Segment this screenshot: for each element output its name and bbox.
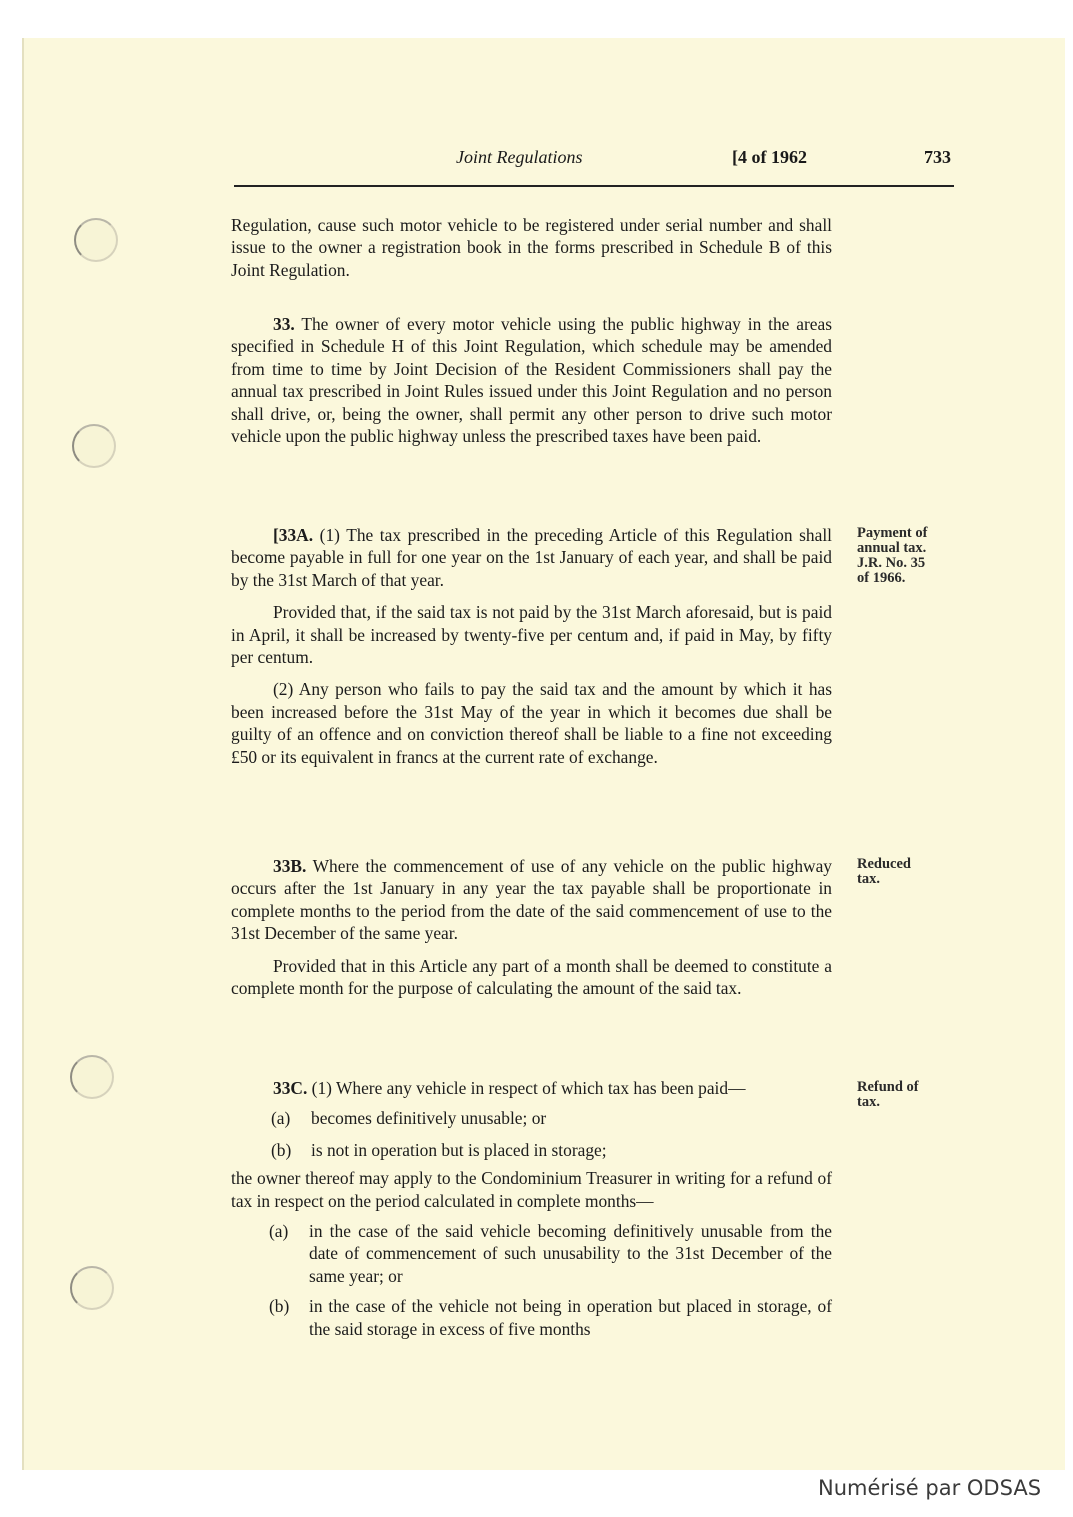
proviso-paragraph: Provided that, if the said tax is not paid by the 31st March aforesaid, but is paid in April, it shall be increased by twenty-five per centum and, if paid in May, by fifty per centum. xyxy=(231,602,832,668)
page-edge xyxy=(22,38,24,1470)
header-rule xyxy=(234,185,954,187)
margin-note-line: annual tax. xyxy=(857,540,927,556)
binder-hole xyxy=(74,218,118,262)
article-33c xyxy=(231,1077,832,1340)
article-label: 33B. xyxy=(273,856,307,876)
list-item xyxy=(231,1220,832,1287)
continuation-text: Regulation, cause such motor vehicle to be registered under serial number and shall issue to the owner a registration book in the forms prescribed in Schedule B of this Joint Regulation. xyxy=(231,215,832,280)
article-text: The owner of every motor vehicle using the public highway in the areas specified in Schedule H of this Joint Regulation, which schedule may be amended from time to time by Joint Decision of the Resident Commissioners shall pay the annual tax prescribed in Joint Rules issued under this Joint Regulation and no person shall drive, or, being the owner, shall permit any other person to drive such motor vehicle upon the public highway unless the prescribed taxes have been paid. xyxy=(231,314,832,447)
article-33b xyxy=(231,855,832,999)
item-marker: (b) xyxy=(271,1139,292,1160)
article-text: (1) The tax prescribed in the preceding Article of this Regulation shall become payable in full for one year on the 1st January of each year, and shall be paid by the 31st March of that year. xyxy=(231,525,832,590)
margin-note-line: tax. xyxy=(857,871,880,887)
article-label: 33. xyxy=(273,314,295,334)
binder-hole xyxy=(72,424,116,468)
article-33 xyxy=(231,313,832,447)
digitization-watermark: Numérisé par ODSAS xyxy=(818,1476,1042,1500)
binder-hole xyxy=(70,1266,114,1310)
item-marker: (a) xyxy=(269,1221,289,1242)
page-number: 733 xyxy=(924,147,951,167)
article-33a xyxy=(231,524,832,768)
margin-note-line: of 1966. xyxy=(857,570,906,586)
regulation-reference: [4 of 1962 xyxy=(732,147,807,167)
item-text: is not in operation but is placed in storage; xyxy=(311,1139,607,1160)
margin-note-line: Payment of xyxy=(857,525,928,541)
margin-note-line: Refund of xyxy=(857,1079,919,1095)
binder-hole xyxy=(70,1055,114,1099)
continuation-paragraph xyxy=(231,214,832,281)
article-label: [33A. xyxy=(273,525,314,545)
margin-note-line: J.R. No. 35 xyxy=(857,555,926,571)
list-item xyxy=(231,1107,832,1129)
article-text: (1) Where any vehicle in respect of which tax has been paid— xyxy=(311,1078,746,1098)
list-item xyxy=(231,1295,832,1340)
article-label: 33C. xyxy=(273,1078,308,1098)
subsection-paragraph: (2) Any person who fails to pay the said tax and the amount by which it has been increased before the 31st May of the year in which it becomes due shall be guilty of an offence and on conviction thereof shall be liable to a fine not exceeding £50 or its equivalent in francs at the current rate of exchange. xyxy=(231,679,832,767)
proviso-paragraph: Provided that in this Article any part of a month shall be deemed to constitute a complete month for the purpose of calculating the amount of the said tax. xyxy=(231,955,832,999)
item-text: in the case of the said vehicle becoming definitively unusable from the date of commencement of such unusability to the 31st December of the same year; or xyxy=(309,1221,832,1286)
item-marker: (a) xyxy=(271,1108,291,1129)
item-marker: (b) xyxy=(269,1296,290,1317)
continuation-text: the owner thereof may apply to the Condominium Treasurer in writing for a refund of tax in respect on the period calculated in complete months— xyxy=(231,1168,832,1211)
margin-note-line: tax. xyxy=(857,1094,880,1110)
margin-note-line: Reduced xyxy=(857,856,911,872)
margin-note-payment xyxy=(857,526,957,586)
list-item xyxy=(231,1139,832,1161)
article-text: Where the commencement of use of any vehicle on the public highway occurs after the 1st January in any year the tax payable shall be proportionate in complete months to the period from the date of the said commencement of use to the 31st December of the same year. xyxy=(231,856,832,944)
running-title: Joint Regulations xyxy=(456,147,583,167)
item-text: becomes definitively unusable; or xyxy=(311,1108,547,1129)
item-text: in the case of the vehicle not being in operation but placed in storage, of the said storage in excess of five months xyxy=(309,1296,832,1339)
margin-note-refund xyxy=(857,1080,957,1110)
margin-note-reduced xyxy=(857,857,957,887)
